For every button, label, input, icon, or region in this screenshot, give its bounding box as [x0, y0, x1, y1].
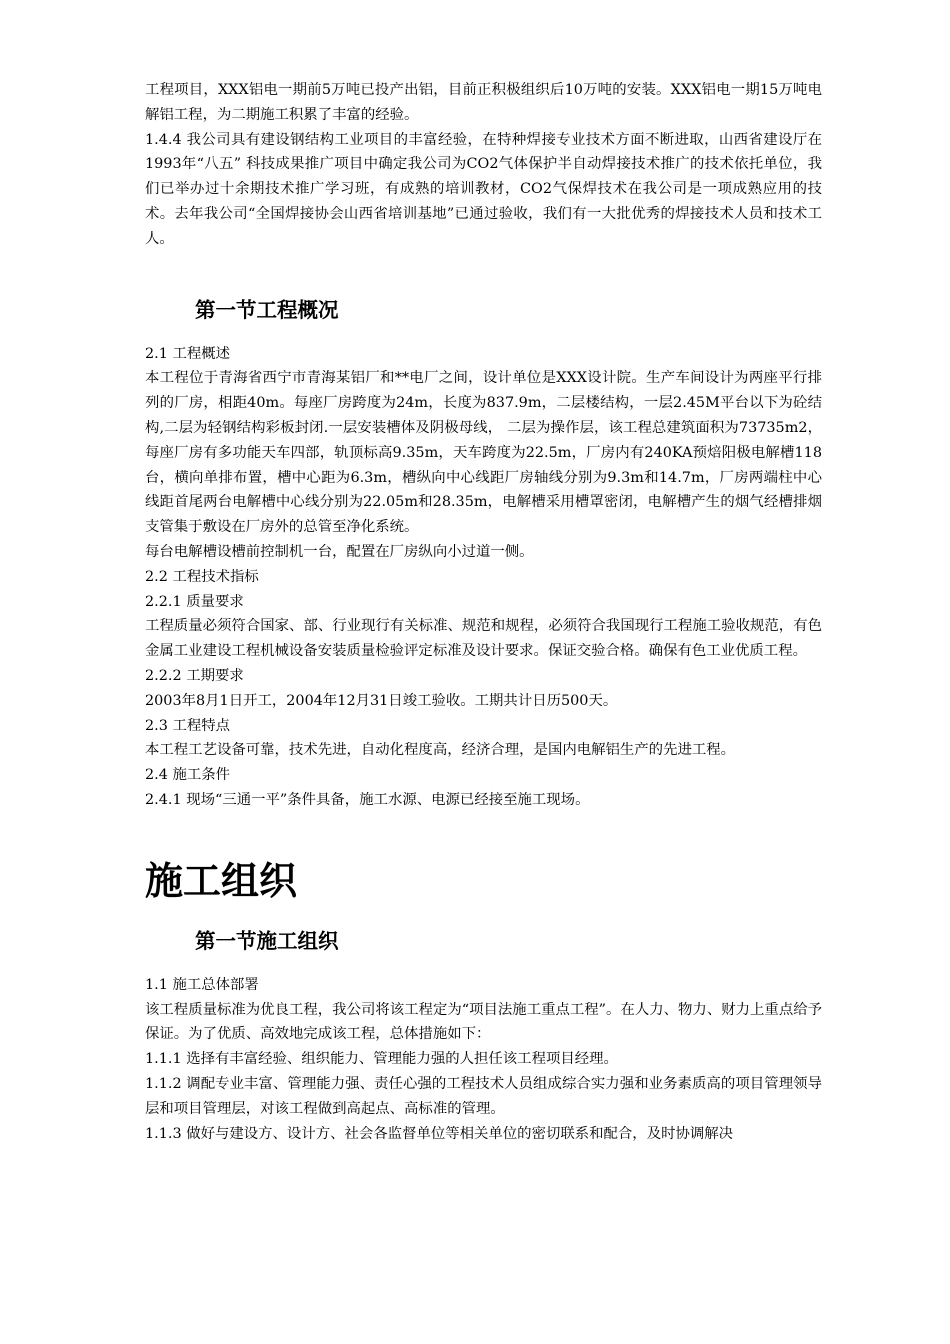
conditions-paragraph: 2.4.1 现场“三通一平”条件具备，施工水源、电源已经接至施工现场。 [145, 791, 590, 808]
spacer [145, 324, 822, 342]
section-title-overview: 第一节工程概况 [195, 297, 339, 322]
measure-1-1-2: 1.1.2 调配专业丰富、管理能力强、责任心强的工程技术人员组成综合实力强和业务素质高的项目管理领导层和项目管理层，对该工程做到高起点、高标准的管理。 [145, 1075, 822, 1117]
spacer [145, 907, 822, 927]
heading-2-3: 2.3 工程特点 [145, 717, 231, 734]
measure-1-1-3: 1.1.3 做好与建设方、设计方、社会各监督单位等相关单位的密切联系和配合，及时协调解决 [145, 1125, 734, 1142]
chapter-title: 施工组织 [145, 857, 298, 903]
heading-2-2-2: 2.2.2 工期要求 [145, 667, 244, 684]
schedule-paragraph: 2003年8月1日开工，2004年12月31日竣工验收。工期共计日历500天。 [145, 692, 618, 709]
intro-paragraph-1: 工程项目，XXX铝电一期前5万吨已投产出铝，目前正积极组织后10万吨的安装。XXX铝电一期15万吨电解铝工程，为二期施工积累了丰富的经验。 [145, 82, 822, 123]
heading-2-2: 2.2 工程技术指标 [145, 568, 259, 585]
quality-paragraph: 工程质量必须符合国家、部、行业现行有关标准、规范和规程，必须符合我国现行工程施工验收规范，有色金属工业建设工程机械设备安装质量检验评定标准及设计要求。保证交验合格。确保有色工业优质工程。 [145, 618, 822, 660]
heading-1-1: 1.1 施工总体部署 [145, 976, 259, 993]
spacer [145, 813, 822, 855]
intro-paragraph-2: 1.4.4 我公司具有建设钢结构工业项目的丰富经验，在特种焊接专业技术方面不断进取，山西省建设厅在1993年“八五” 科技成果推广项目中确定我公司为CO2气体保护半自动焊接技术推广的技术依托单位，我们已举办过十余期技术推广学习班，有成熟的培训教材，CO2气保焊技术在我公司是一项成熟应用的技术。去年我公司“全国焊接协会山西省培训基地”已通过验收，我们有一大批优秀的焊接技术人员和技术工人。 [145, 131, 822, 247]
measure-1-1-1: 1.1.1 选择有丰富经验、组织能力、管理能力强的人担任该工程项目经理。 [145, 1051, 618, 1068]
heading-2-4: 2.4 施工条件 [145, 767, 231, 784]
spacer [145, 955, 822, 973]
control-paragraph: 每台电解槽设槽前控制机一台，配置在厂房纵向小过道一侧。 [145, 543, 534, 560]
features-paragraph: 本工程工艺设备可靠，技术先进，自动化程度高，经济合理，是国内电解铝生产的先进工程。 [145, 742, 736, 759]
section-title-organization: 第一节施工组织 [195, 928, 339, 953]
deploy-paragraph: 该工程质量标准为优良工程，我公司将该工程定为“项目法施工重点工程”。在人力、物力、财力上重点给予保证。为了优质、高效地完成该工程，总体措施如下： [145, 1001, 822, 1043]
overview-paragraph: 本工程位于青海省西宁市青海某铝厂和**电厂之间，设计单位是XXX设计院。生产车间设计为两座平行排列的厂房，相距40m。每座厂房跨度为24m，长度为837.9m，二层楼结构，一层2.45M平台以下为砼结构,二层为轻钢结构彩板封闭.一层安装槽体及阴极母线， 二层为操作层，该工程总建筑面积为73735m2，每座厂房有多功能天车四部，轨顶标高9.35m，天车跨度为22.5m，厂房内有240KA预焙阳极电解槽118台，横向单排布置，槽中心距为6.3m，槽纵向中心线距厂房轴线分别为9.3m和14.7m，厂房两端柱中心线距首尾两台电解槽中心线分别为22.05m和28.35m，电解槽采用槽罩密闭，电解槽产生的烟气经槽排烟支管集于敷设在厂房外的总管至净化系统。 [145, 370, 822, 536]
spacer [145, 252, 822, 296]
heading-2-1: 2.1 工程概述 [145, 345, 231, 362]
heading-2-2-1: 2.2.1 质量要求 [145, 593, 244, 610]
